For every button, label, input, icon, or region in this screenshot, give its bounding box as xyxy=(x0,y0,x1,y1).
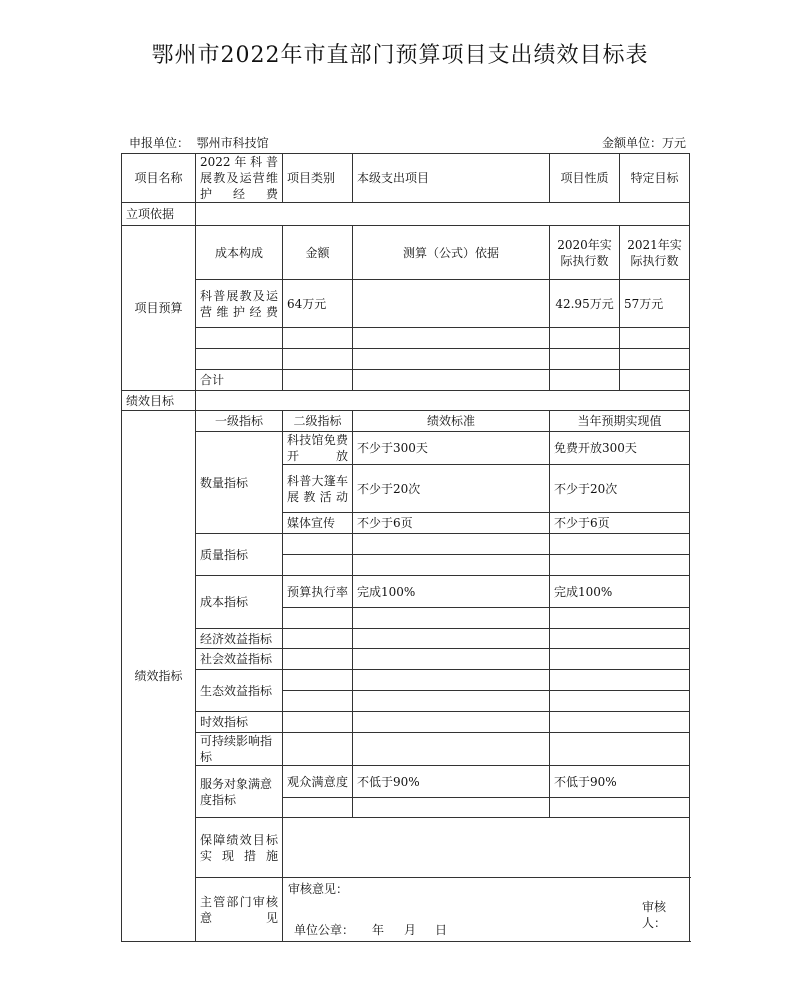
budget-total-2021 xyxy=(620,370,690,391)
basis-value xyxy=(196,203,690,226)
project-type-value-text: 本级支出项目 xyxy=(357,171,430,185)
indicator-level2: 科技馆免费开放 xyxy=(283,432,353,465)
indicator-standard xyxy=(353,555,550,576)
page-title: 鄂州市2022年市直部门预算项目支出绩效目标表 xyxy=(151,43,649,68)
budget-cost-item: 科普展教及运营维护经费 xyxy=(196,280,283,328)
social-indicator-label: 社会效益指标 xyxy=(196,649,283,670)
review-opinion: 审核意见： xyxy=(288,882,349,896)
indicator-expected: 不少于6页 xyxy=(550,513,690,534)
budget-total-2020 xyxy=(550,370,620,391)
indicator-standard xyxy=(353,712,550,733)
indicator-level2: 预算执行率 xyxy=(283,576,353,608)
indicator-standard xyxy=(353,608,550,629)
budget-amount xyxy=(283,328,353,349)
budget-2020: 42.95万元 xyxy=(550,280,620,328)
indicator-row xyxy=(122,432,690,465)
amount-unit: 金额单位：万元 xyxy=(601,136,686,150)
indicator-header-level1: 一级指标 xyxy=(196,411,283,432)
indicator-expected xyxy=(550,733,690,766)
indicator-level2: 媒体宣传 xyxy=(283,513,353,534)
indicator-level2 xyxy=(283,733,353,766)
performance-target-table xyxy=(121,153,690,942)
indicator-level2 xyxy=(283,608,353,629)
basis-label: 立项依据 xyxy=(122,203,196,226)
budget-total-label: 合计 xyxy=(196,370,283,391)
indicator-expected xyxy=(550,555,690,576)
budget-total-basis xyxy=(353,370,550,391)
sustainable-indicator-label: 可持续影响指标 xyxy=(196,733,283,766)
goal-value xyxy=(196,391,690,411)
reporting-unit-value: 鄂州市科技馆 xyxy=(196,136,269,150)
budget-row xyxy=(122,280,690,328)
basis-row xyxy=(122,203,690,226)
budget-basis xyxy=(353,280,550,328)
budget-amount: 64万元 xyxy=(283,280,353,328)
indicator-row xyxy=(122,629,690,649)
indicator-level2 xyxy=(283,712,353,733)
project-name-value: 2022年科普展教及运营维护经费 xyxy=(196,154,283,203)
budget-2021 xyxy=(620,349,690,370)
budget-2020 xyxy=(550,328,620,349)
indicator-standard xyxy=(353,649,550,670)
indicator-standard: 不低于90% xyxy=(353,766,550,798)
seal-year: 年 xyxy=(372,923,385,937)
indicator-standard xyxy=(353,798,550,818)
budget-header-row xyxy=(122,226,690,280)
reporting-unit xyxy=(129,134,269,151)
indicator-header-row xyxy=(122,411,690,432)
indicator-level2 xyxy=(283,670,353,691)
indicator-row xyxy=(122,649,690,670)
indicator-row xyxy=(122,534,690,555)
indicator-header-level2: 二级指标 xyxy=(283,411,353,432)
indicator-standard xyxy=(353,733,550,766)
economic-indicator-label: 经济效益指标 xyxy=(196,629,283,649)
budget-label: 项目预算 xyxy=(122,226,196,391)
indicator-level2 xyxy=(283,555,353,576)
indicator-row xyxy=(122,670,690,691)
budget-header-cost: 成本构成 xyxy=(196,226,283,280)
indicator-level2 xyxy=(283,629,353,649)
review-area xyxy=(283,878,690,942)
indicator-row xyxy=(122,712,690,733)
project-nature-label: 项目性质 xyxy=(550,154,620,203)
budget-2021: 57万元 xyxy=(620,280,690,328)
indicator-level2 xyxy=(283,798,353,818)
indicator-standard xyxy=(353,629,550,649)
indicator-expected xyxy=(550,534,690,555)
measures-label: 保障绩效目标实现措施 xyxy=(196,818,283,878)
indicator-standard xyxy=(353,670,550,691)
budget-total-row xyxy=(122,370,690,391)
seal-day: 日 xyxy=(435,923,448,937)
indicator-standard: 不少于20次 xyxy=(353,465,550,513)
indicator-header-expected: 当年预期实现值 xyxy=(550,411,690,432)
budget-row xyxy=(122,328,690,349)
indicator-standard: 不少于6页 xyxy=(353,513,550,534)
indicator-row xyxy=(122,576,690,608)
measures-value xyxy=(283,818,690,878)
project-row xyxy=(122,154,690,203)
indicator-expected xyxy=(550,691,690,712)
project-type-label: 项目类别 xyxy=(283,154,353,203)
indicator-expected: 完成100% xyxy=(550,576,690,608)
budget-basis xyxy=(353,349,550,370)
budget-2021 xyxy=(620,328,690,349)
budget-amount xyxy=(283,349,353,370)
indicator-standard xyxy=(353,534,550,555)
indicators-label: 绩效指标 xyxy=(122,411,196,942)
indicator-level2: 科普大篷车展教活动 xyxy=(283,465,353,513)
budget-cost-item xyxy=(196,349,283,370)
indicator-level2 xyxy=(283,691,353,712)
reviewer-label: 审核人： xyxy=(642,900,667,930)
indicator-expected xyxy=(550,712,690,733)
indicator-expected: 免费开放300天 xyxy=(550,432,690,465)
budget-2020 xyxy=(550,349,620,370)
indicator-level2 xyxy=(283,649,353,670)
indicator-standard: 不少于300天 xyxy=(353,432,550,465)
indicator-expected: 不低于90% xyxy=(550,766,690,798)
indicator-expected xyxy=(550,798,690,818)
project-nature-value: 特定目标 xyxy=(620,154,690,203)
indicator-standard: 完成100% xyxy=(353,576,550,608)
indicator-level2 xyxy=(283,534,353,555)
budget-header-2020: 2020年实际执行数 xyxy=(550,226,620,280)
indicator-level2: 观众满意度 xyxy=(283,766,353,798)
timeliness-indicator-label: 时效指标 xyxy=(196,712,283,733)
quality-indicator-label: 质量指标 xyxy=(196,534,283,576)
indicator-expected: 不少于20次 xyxy=(550,465,690,513)
seal-label: 单位公章： xyxy=(294,923,355,937)
project-type-value xyxy=(353,154,550,203)
seal-month: 月 xyxy=(404,923,417,937)
budget-row xyxy=(122,349,690,370)
measures-row xyxy=(122,818,690,878)
indicator-row xyxy=(122,733,690,766)
budget-cost-item xyxy=(196,328,283,349)
reporting-unit-label: 申报单位： xyxy=(129,136,190,150)
goal-label: 绩效目标 xyxy=(122,391,196,411)
review-row xyxy=(122,878,690,942)
budget-basis xyxy=(353,328,550,349)
satisfaction-indicator-label: 服务对象满意度指标 xyxy=(196,766,283,818)
budget-header-amount: 金额 xyxy=(283,226,353,280)
indicator-expected xyxy=(550,649,690,670)
indicator-row xyxy=(122,766,690,798)
indicator-header-standard: 绩效标准 xyxy=(353,411,550,432)
quantity-indicator-label: 数量指标 xyxy=(196,432,283,534)
budget-header-basis: 测算（公式）依据 xyxy=(353,226,550,280)
goal-row xyxy=(122,391,690,411)
budget-header-2021: 2021年实际执行数 xyxy=(620,226,690,280)
indicator-expected xyxy=(550,608,690,629)
ecological-indicator-label: 生态效益指标 xyxy=(196,670,283,712)
cost-indicator-label: 成本指标 xyxy=(196,576,283,629)
indicator-standard xyxy=(353,691,550,712)
project-name-label: 项目名称 xyxy=(122,154,196,203)
indicator-expected xyxy=(550,629,690,649)
review-label: 主管部门审核意见 xyxy=(196,878,283,942)
budget-total-amount xyxy=(283,370,353,391)
indicator-expected xyxy=(550,670,690,691)
